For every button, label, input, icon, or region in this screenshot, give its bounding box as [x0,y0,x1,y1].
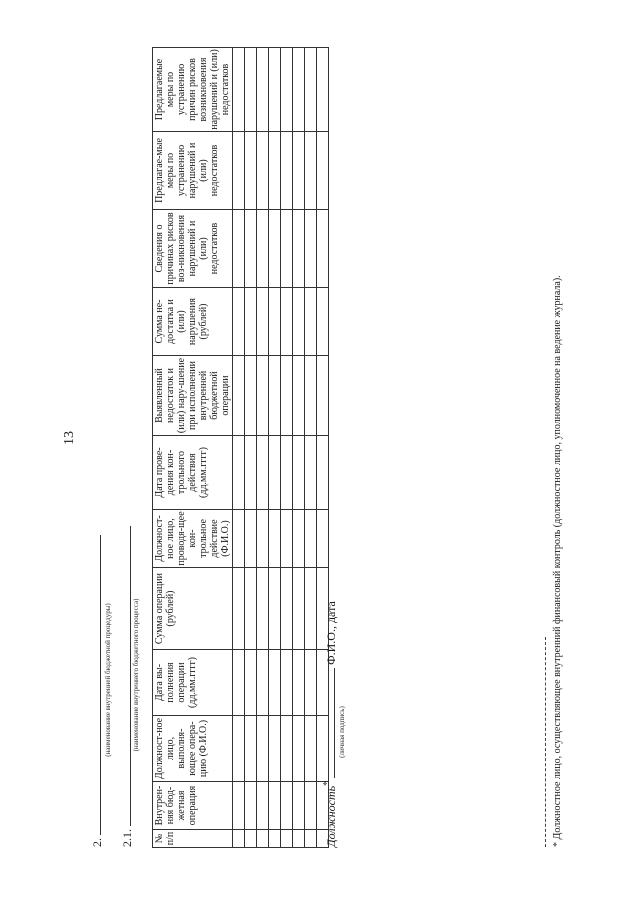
table-cell [245,436,257,510]
header-cell: Сумма не-достатка и (или) нарушения (рублей) [153,288,233,356]
table-cell [317,356,329,436]
table-cell [305,650,317,716]
table-cell [269,356,281,436]
table-header-row [153,48,233,848]
table-cell [305,568,317,650]
table-cell [293,568,305,650]
table-cell [233,132,245,210]
table-cell [257,436,269,510]
table-cell [305,210,317,288]
table-cell [233,568,245,650]
table-cell [245,510,257,568]
table-cell [269,288,281,356]
table-cell [233,288,245,356]
table-cell [245,716,257,782]
table-cell [245,210,257,288]
table-cell [293,716,305,782]
table-cell [245,782,257,830]
signature-caption: (личная подпись) [338,706,346,758]
procedure-number: 2. [90,838,104,847]
table-cell [269,716,281,782]
process-rule [118,526,131,826]
table-cell [245,132,257,210]
table-cell [245,356,257,436]
header-cell: Сведения о причинах рисков воз-никновения нарушений и (или) недостатков [153,210,233,288]
table-cell [281,782,293,830]
table-cell [257,356,269,436]
table-cell [233,48,245,132]
table-cell [269,436,281,510]
table-cell [293,782,305,830]
table-cell [233,356,245,436]
table-cell [317,48,329,132]
table-cell [233,782,245,830]
header-cell: Выявленный недостаток и (или) нару-шение при исполнении внутренней бюджетной операции [153,356,233,436]
table-cell [305,48,317,132]
procedure-rule [88,535,101,835]
footnote-divider [545,637,546,847]
footnote-mark: * [322,780,333,786]
table-cell [269,782,281,830]
table-cell [281,288,293,356]
table-cell [281,568,293,650]
table-cell [317,210,329,288]
table-cell [257,132,269,210]
table-cell [257,510,269,568]
table-cell [293,356,305,436]
process-number: 2.1. [120,829,134,847]
footnote-text: * Должностное лицо, осуществляющее внутренний финансовый контроль (должностное лицо, уполномоченное на ведение журнала). [552,275,563,847]
table-cell [269,132,281,210]
header-cell: Должност-ное лицо, проводя-щее кон-трольное действие (Ф.И.О.) [154,511,231,566]
table-cell [305,436,317,510]
table-cell [293,650,305,716]
header-cell: Предлагаемые меры по устранению причин рисков возникновения нарушений и (или) недостатков [154,49,231,130]
table-cell [281,132,293,210]
table-cell [257,782,269,830]
table-cell [293,210,305,288]
table-cell [317,510,329,568]
table-cell [305,716,317,782]
page-number: 13 [62,431,77,445]
position-label: Должность [324,785,338,847]
table-cell [305,830,317,848]
table-cell [233,510,245,568]
table-cell [233,830,245,848]
header-cell: Предлагае-мые меры по устранению нарушений и (или) недостатков [153,132,233,210]
table-cell [245,830,257,848]
table-cell [269,650,281,716]
table-cell [281,510,293,568]
table-cell [269,830,281,848]
table-cell [245,288,257,356]
table-cell [269,510,281,568]
table-cell [281,650,293,716]
name-date: Ф.И.О., дата [324,601,338,665]
header-cell: № п/п [153,830,233,848]
table-cell [233,650,245,716]
table-row [257,48,269,848]
table-cell [269,48,281,132]
table-row [233,48,245,848]
table-cell [317,436,329,510]
journal-table [152,47,329,848]
table-cell [257,650,269,716]
header-cell: Дата прове-дения кон-трольного действия (дд.мм.гггг) [153,436,233,510]
table-cell [281,210,293,288]
table-cell [281,356,293,436]
process-caption: (наименование внутреннего бюджетного процесса) [132,598,140,752]
table-cell [281,436,293,510]
table-cell [233,436,245,510]
table-cell [257,716,269,782]
table-cell [257,568,269,650]
table-cell [269,568,281,650]
header-cell: Дата вы-полнения операции (дд.мм.гггг) [153,650,233,716]
table-cell [269,210,281,288]
table-cell [281,48,293,132]
header-cell: Внутрен-няя бюд-жетная операция [153,782,233,830]
table-cell [257,210,269,288]
table-row [293,48,305,848]
table-cell [245,650,257,716]
table-cell [305,132,317,210]
table-body [233,48,329,848]
table-row [245,48,257,848]
table-cell [293,132,305,210]
table-cell [281,716,293,782]
table-cell [293,288,305,356]
table-cell [293,48,305,132]
table-row [269,48,281,848]
table-cell [281,830,293,848]
table-cell [317,132,329,210]
signature-line [322,601,339,847]
table-cell [305,782,317,830]
table-cell [293,436,305,510]
table-cell [257,288,269,356]
table-cell [293,830,305,848]
table-cell [293,510,305,568]
table-cell [317,288,329,356]
procedure-caption: (наименование внутренней бюджетной процедуры) [104,603,112,757]
table-cell [233,716,245,782]
table-cell [257,48,269,132]
table-cell [245,48,257,132]
header-cell: Сумма операции (рублей) [153,568,233,650]
table-cell [245,568,257,650]
table-cell [305,356,317,436]
table-row [305,48,317,848]
table-cell [305,288,317,356]
header-cell: Должност-ное лицо, выполня-ющее опера-цию (Ф.И.О.) [153,716,233,782]
procedure-heading [88,535,105,847]
table-cell [305,510,317,568]
table-row [281,48,293,848]
table-cell [257,830,269,848]
table-cell [233,210,245,288]
signature-rule [322,668,335,778]
